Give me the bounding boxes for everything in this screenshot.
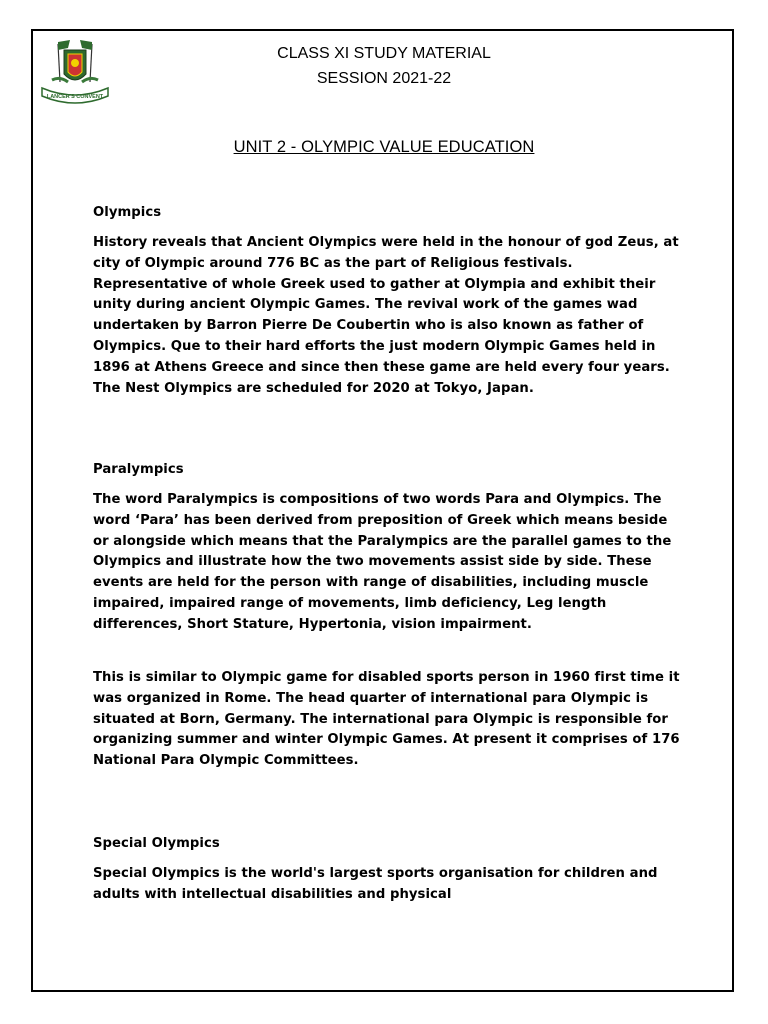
paralympics-paragraph-2 [93,668,683,772]
special-olympics-paragraph-text: Special Olympics is the world's largest sports organisation for children and adults with intellectual disabilities and physical [93,866,658,902]
olympics-paragraph-text: History reveals that Ancient Olympics were held in the honour of god Zeus, at city of Olympic around 776 BC as the part of Religious festivals. Representative of whole Greek used to gather at Olympia and exhibit their unity during ancient Olympic Games. The revival work of the games wad undertaken by Barron Pierre De Coubertin who is also known as father of Olympics. Que to their hard efforts the just modern Olympic Games held in 1896 at Athens Greece and since then these game are held every four years. The Nest Olympics are scheduled for 2020 at Tokyo, Japan. [93,235,679,396]
section-heading-paralympics: Paralympics [93,462,184,477]
header-session: SESSION 2021-22 [316,70,452,87]
section-heading-olympics: Olympics [93,205,162,220]
unit-title: UNIT 2 - OLYMPIC VALUE EDUCATION [233,138,535,156]
paralympics-paragraph-2-text: This is similar to Olympic game for disabled sports person in 1960 first time it was organized in Rome. The head quarter of international para Olympic is situated at Born, Germany. The international para Olympic is responsible for organizing summer and winter Olympic Games. At present it comprises of 176 National Para Olympic Committees. [93,670,680,769]
paralympics-paragraph-1-text: The word Paralympics is compositions of two words Para and Olympics. The word ‘Para’ has been derived from preposition of Greek which means beside or alongside which means that the Paralympics are the parallel games to the Olympics and illustrate how the two movements assist side by side. These events are held for the person with range of disabilities, including muscle impaired, impaired range of movements, limb deficiency, Leg length differences, Short Stature, Hypertonia, vision impairment. [93,492,672,632]
olympics-paragraph [93,233,683,399]
svg-text:LANCER'S CONVENT: LANCER'S CONVENT [46,94,104,100]
section-heading-special-olympics: Special Olympics [93,836,220,851]
header-class-title: CLASS XI STUDY MATERIAL [277,45,491,62]
paralympics-paragraph-1 [93,490,683,636]
special-olympics-paragraph [93,864,683,906]
